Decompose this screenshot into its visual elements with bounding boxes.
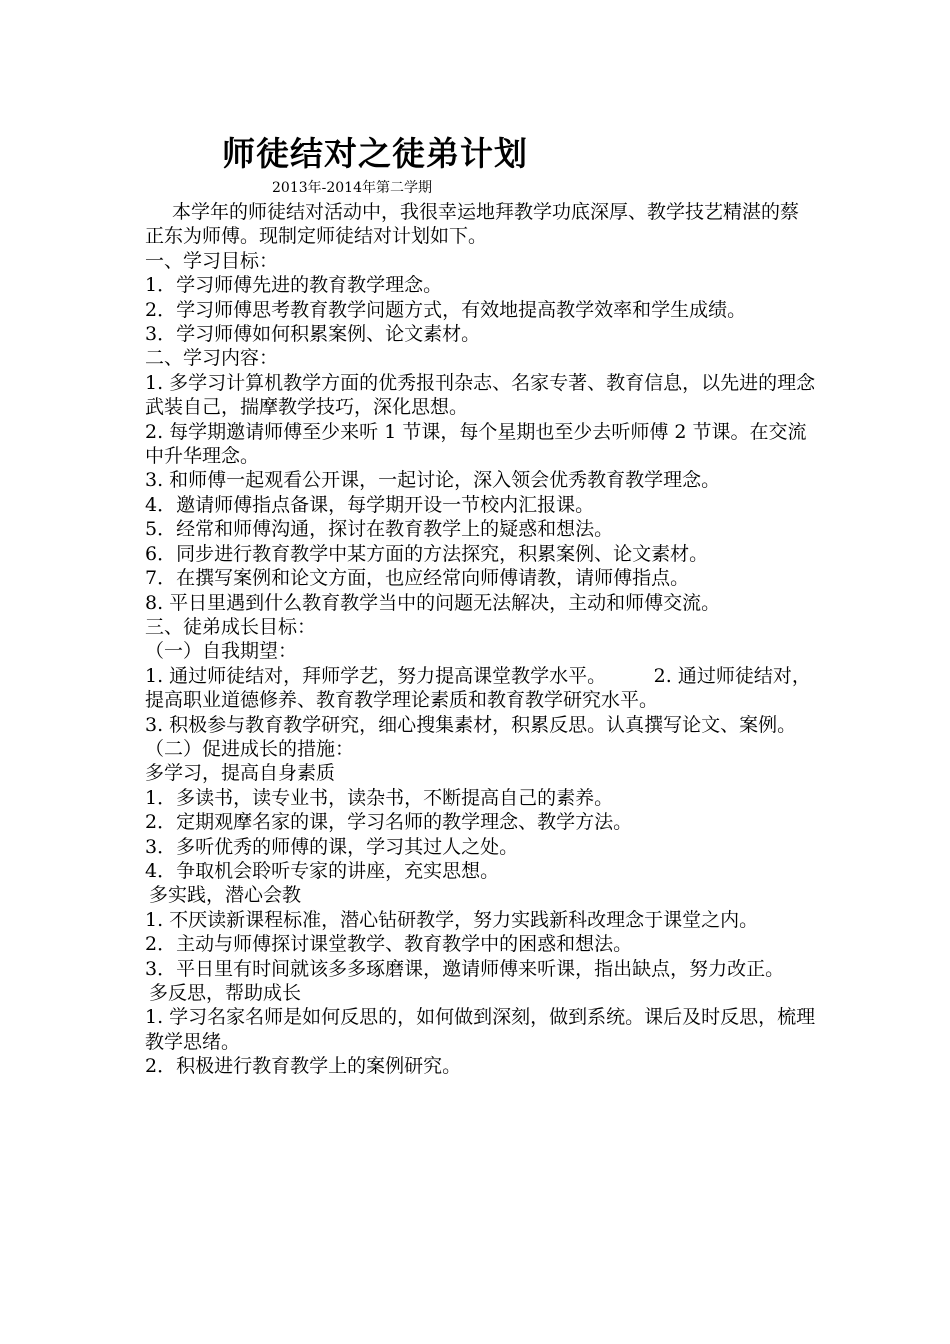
list-item: 3. 积极参与教育教学研究，细心搜集素材，积累反思。认真撰写论文、案例。 (145, 713, 797, 736)
intro-paragraph: 本学年的师徒结对活动中，我很幸运地拜教学功底深厚、教学技艺精湛的蔡正东为师傅。现制定师徒结对计划如下。 (145, 201, 800, 248)
list-item: 1．学习师傅先进的教育教学理念。 (145, 274, 443, 297)
list-item: 2．主动与师傅探讨课堂教学、教育教学中的困惑和想法。 (145, 933, 633, 956)
subsection-heading: （一）自我期望： (145, 640, 298, 663)
list-item: 3．学习师傅如何积累案例、论文素材。 (145, 323, 481, 346)
list-item: 1. 多学习计算机教学方面的优秀报刊杂志、名家专著、教育信息，以先进的理念武装自己，揣摩教学技巧，深化思想。 (145, 371, 816, 419)
section-heading: 三、徒弟成长目标： (145, 615, 317, 638)
list-item: 4．争取机会聆听专家的讲座，充实思想。 (145, 859, 500, 882)
document-subtitle: 2013年-2014年第二学期 (272, 180, 432, 196)
group-heading: 多反思，帮助成长 (149, 982, 302, 1004)
list-item: 6．同步进行教育教学中某方面的方法探究，积累案例、论文素材。 (145, 542, 709, 565)
list-item: 2．积极进行教育教学上的案例研究。 (145, 1055, 462, 1078)
group-heading: 多实践，潜心会教 (149, 884, 302, 907)
list-item: 4．邀请师傅指点备课，每学期开设一节校内汇报课。 (145, 493, 595, 516)
group-heading: 多学习，提高自身素质 (145, 762, 336, 785)
subsection-heading: （二）促进成长的措施： (145, 737, 355, 760)
list-item: 2．学习师傅思考教育教学问题方式，有效地提高教学效率和学生成绩。 (145, 298, 747, 321)
list-item: 8. 平日里遇到什么教育教学当中的问题无法解决，主动和师傅交流。 (145, 591, 721, 614)
list-item: 1. 不厌读新课程标准，潜心钻研教学，努力实践新科改理念于课堂之内。 (145, 908, 759, 931)
list-item: 2．定期观摩名家的课，学习名师的教学理念、教学方法。 (145, 811, 633, 834)
list-item: 7．在撰写案例和论文方面，也应经常向师傅请教，请师傅指点。 (145, 567, 690, 590)
document-title: 师徒结对之徒弟计划 (222, 134, 528, 173)
list-item: 1. 通过师徒结对，拜师学艺，努力提高课堂教学水平。 2. 通过师徒结对，提高职业道德修养、教育教学理论素质和教育教学研究水平。 (145, 664, 811, 712)
list-item: 1. 学习名家名师是如何反思的，如何做到深刻，做到系统。课后及时反思，梳理教学思绪。 (145, 1006, 816, 1053)
list-item: 3. 和师傅一起观看公开课，一起讨论，深入领会优秀教育教学理念。 (145, 469, 721, 492)
list-item: 3．多听优秀的师傅的课，学习其过人之处。 (145, 835, 519, 858)
list-item: 5．经常和师傅沟通，探讨在教育教学上的疑惑和想法。 (145, 518, 614, 541)
document-body (145, 200, 817, 1079)
section-heading: 二、学习内容： (145, 347, 279, 370)
list-item: 1．多读书，读专业书，读杂书，不断提高自己的素养。 (145, 786, 614, 809)
list-item: 2. 每学期邀请师傅至少来听 1 节课，每个星期也至少去听师傅 2 节课。在交流中升华理念。 (145, 420, 807, 468)
list-item: 3．平日里有时间就该多多琢磨课，邀请师傅来听课，指出缺点，努力改正。 (145, 957, 785, 980)
section-heading: 一、学习目标： (145, 249, 279, 272)
